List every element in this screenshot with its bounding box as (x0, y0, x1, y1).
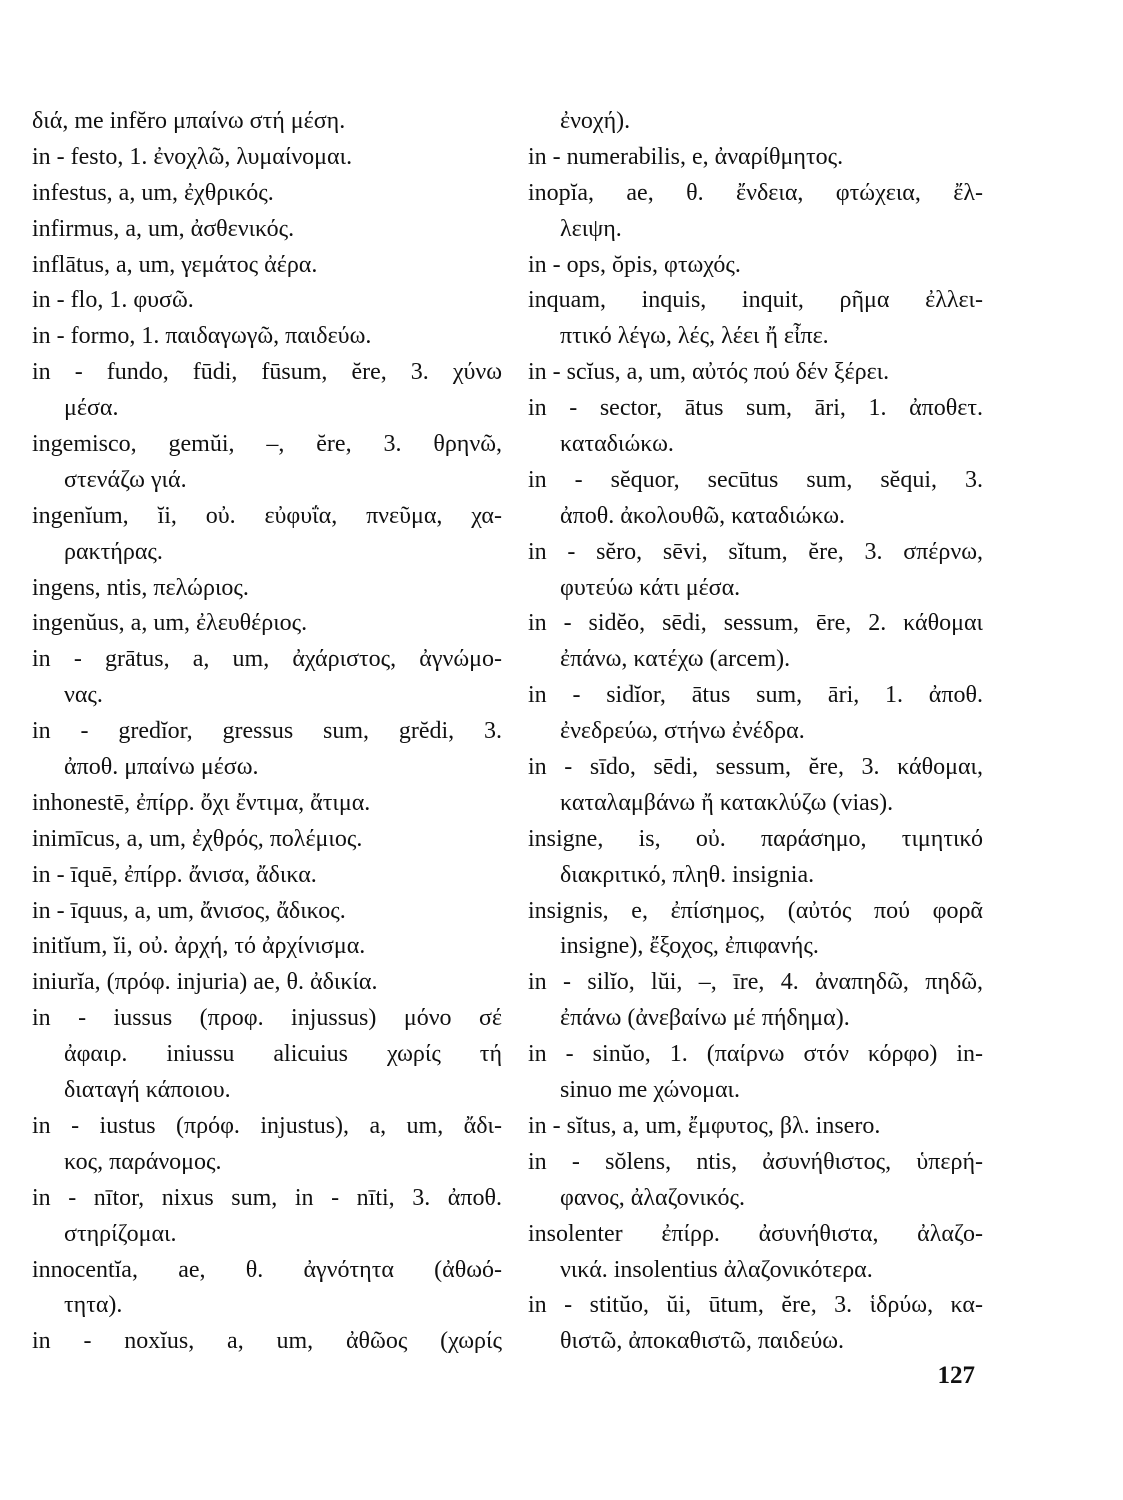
entry-line: in - scĭus, a, um, αὐτός πού δέν ξέρει. (528, 359, 890, 386)
entry-line: in - festo, 1. ἐνοχλῶ, λυμαίνομαι. (32, 143, 353, 170)
entry-line: in - iustus (πρόφ. injustus), a, um, ἄδι- (32, 1112, 502, 1139)
left-column (32, 104, 502, 1360)
entry-line: in - īquus, a, um, ἄνισος, ἄδικος. (32, 897, 346, 924)
entry-line: ingenĭum, ĭi, οὐ. εὐφυΐα, πνεῦμα, χα- (32, 502, 502, 529)
entry-line: νικά. insolentius ἀλαζονικότερα. (560, 1256, 873, 1283)
entry-line: in - silĭo, lŭi, –, īre, 4. ἀναπηδῶ, πηδῶ, (528, 969, 983, 996)
entry-line: ἀποθ. ἀκολουθῶ, καταδιώκω. (560, 502, 846, 529)
entry-line: in - sĭtus, a, um, ἔμφυτος, βλ. insero. (528, 1112, 881, 1139)
entry-line: in - sidĭor, ātus sum, āri, 1. ἀποθ. (528, 682, 983, 709)
entry-line: φανος, ἀλαζονικός. (560, 1184, 745, 1211)
entry-line: ἀφαιρ. iniussu alicuius χωρίς τή (64, 1041, 502, 1068)
entry-line: in - sīdo, sēdi, sessum, ĕre, 3. κάθομαι, (528, 754, 983, 781)
entry-line: διά, me infĕro μπαίνω στή μέση. (32, 108, 346, 134)
entry-line: inopĭa, ae, θ. ἔνδεια, φτώχεια, ἔλ- (528, 179, 983, 206)
entry-line: in - gredĭor, gressus sum, grĕdi, 3. (32, 718, 502, 745)
entry-line: καταλαμβάνω ἤ κατακλύζω (vias). (560, 789, 894, 816)
entry-line: in - stitŭo, ŭi, ūtum, ĕre, 3. ἱδρύω, κα- (528, 1292, 983, 1319)
entry-line: ἐνεδρεύω, στήνω ἐνέδρα. (560, 718, 805, 745)
entry-line: in - sector, ātus sum, āri, 1. ἀποθετ. (528, 395, 983, 422)
entry-line: in - sĕquor, secūtus sum, sĕqui, 3. (528, 466, 983, 493)
entry-line: μέσα. (64, 395, 119, 422)
entry-line: ἐπάνω (ἀνεβαίνω μέ πήδημα). (560, 1005, 850, 1032)
entry-line: φυτεύω κάτι μέσα. (560, 574, 741, 601)
entry-line: in - iussus (προφ. injussus) μόνο σέ (32, 1005, 502, 1032)
entry-line: insigne), ἔξοχος, ἐπιφανής. (560, 933, 819, 960)
entry-line: innocentĭa, ae, θ. ἀγνότητα (ἀθωό- (32, 1256, 502, 1283)
entry-line: ingens, ntis, πελώριος. (32, 574, 249, 601)
entry-line: sinuo me χώνομαι. (560, 1077, 740, 1104)
entry-line: insolenter ἐπίρρ. ἀσυνήθιστα, ἀλαζο- (528, 1220, 983, 1247)
entry-line: in - flo, 1. φυσῶ. (32, 287, 194, 314)
entry-line: διαταγή κάποιου. (64, 1077, 231, 1104)
entry-line: ἀποθ. μπαίνω μέσω. (64, 754, 259, 781)
entry-line: in - sinŭo, 1. (παίρνω στόν κόρφο) in- (528, 1041, 983, 1068)
entry-line: inflātus, a, um, γεμάτος ἀέρα. (32, 251, 318, 278)
entry-line: infestus, a, um, ἐχθρικός. (32, 179, 274, 206)
entry-line: inhonestē, ἐπίρρ. ὄχι ἔντιμα, ἄτιμα. (32, 789, 371, 816)
entry-line: inimīcus, a, um, ἐχθρός, πολέμιος. (32, 825, 363, 852)
entry-line: ingemisco, gemŭi, –, ĕre, 3. θρηνῶ, (32, 431, 502, 458)
entry-line: ἐνοχή). (560, 108, 631, 134)
entry-line: τητα). (64, 1292, 123, 1319)
entry-line: ἐπάνω, κατέχω (arcem). (560, 646, 791, 673)
entry-line: ingenŭus, a, um, ἐλευθέριος. (32, 610, 308, 637)
entry-line: infirmus, a, um, ἀσθενικός. (32, 215, 295, 242)
entry-line: καταδιώκω. (560, 431, 674, 458)
entry-line: initĭum, ĭi, οὐ. ἀρχή, τό ἀρχίνισμα. (32, 933, 366, 960)
entry-line: iniurĭa, (πρόφ. injuria) ae, θ. ἀδικία. (32, 969, 378, 996)
entry-line: θιστῶ, ἀποκαθιστῶ, παιδεύω. (560, 1328, 845, 1355)
entry-line: νας. (64, 682, 103, 709)
entry-line: in - formo, 1. παιδαγωγῶ, παιδεύω. (32, 323, 372, 350)
entry-line: inquam, inquis, inquit, ρῆμα ἐλλει- (528, 287, 983, 314)
page-number: 127 (937, 1362, 975, 1389)
entry-line: in - fundo, fūdi, fūsum, ĕre, 3. χύνω (32, 359, 502, 386)
entry-line: insignis, e, ἐπίσημος, (αὐτός πού φορᾶ (528, 897, 983, 924)
entry-line: in - ops, ŏpis, φτωχός. (528, 251, 741, 278)
entry-line: διακριτικό, πληθ. insignia. (560, 861, 815, 888)
entry-line: ρακτήρας. (64, 538, 163, 565)
entry-line: insigne, is, οὐ. παράσημο, τιμητικό (528, 825, 983, 852)
entry-line: in - sĕro, sēvi, sĭtum, ĕre, 3. σπέρνω, (528, 538, 983, 565)
entry-line: in - noxĭus, a, um, ἀθῶος (χωρίς (32, 1328, 502, 1355)
entry-line: in - sŏlens, ntis, ἀσυνήθιστος, ὑπερή- (528, 1148, 983, 1175)
entry-line: στενάζω γιά. (64, 466, 187, 493)
entry-line: κος, παράνομος. (64, 1148, 222, 1175)
entry-line: in - numerabilis, e, ἀναρίθμητος. (528, 143, 844, 170)
entry-line: λειψη. (560, 215, 622, 242)
entry-line: in - grātus, a, um, ἀχάριστος, ἀγνώμο- (32, 646, 502, 673)
entry-line: πτικό λέγω, λές, λέει ἤ εἶπε. (560, 323, 829, 350)
right-column (528, 104, 983, 1360)
entry-line: στηρίζομαι. (64, 1220, 177, 1247)
entry-line: in - sidĕo, sēdi, sessum, ēre, 2. κάθομαι (528, 610, 983, 637)
entry-line: in - īquē, ἐπίρρ. ἄνισα, ἄδικα. (32, 861, 317, 888)
entry-line: in - nītor, nixus sum, in - nīti, 3. ἀποθ. (32, 1184, 502, 1211)
